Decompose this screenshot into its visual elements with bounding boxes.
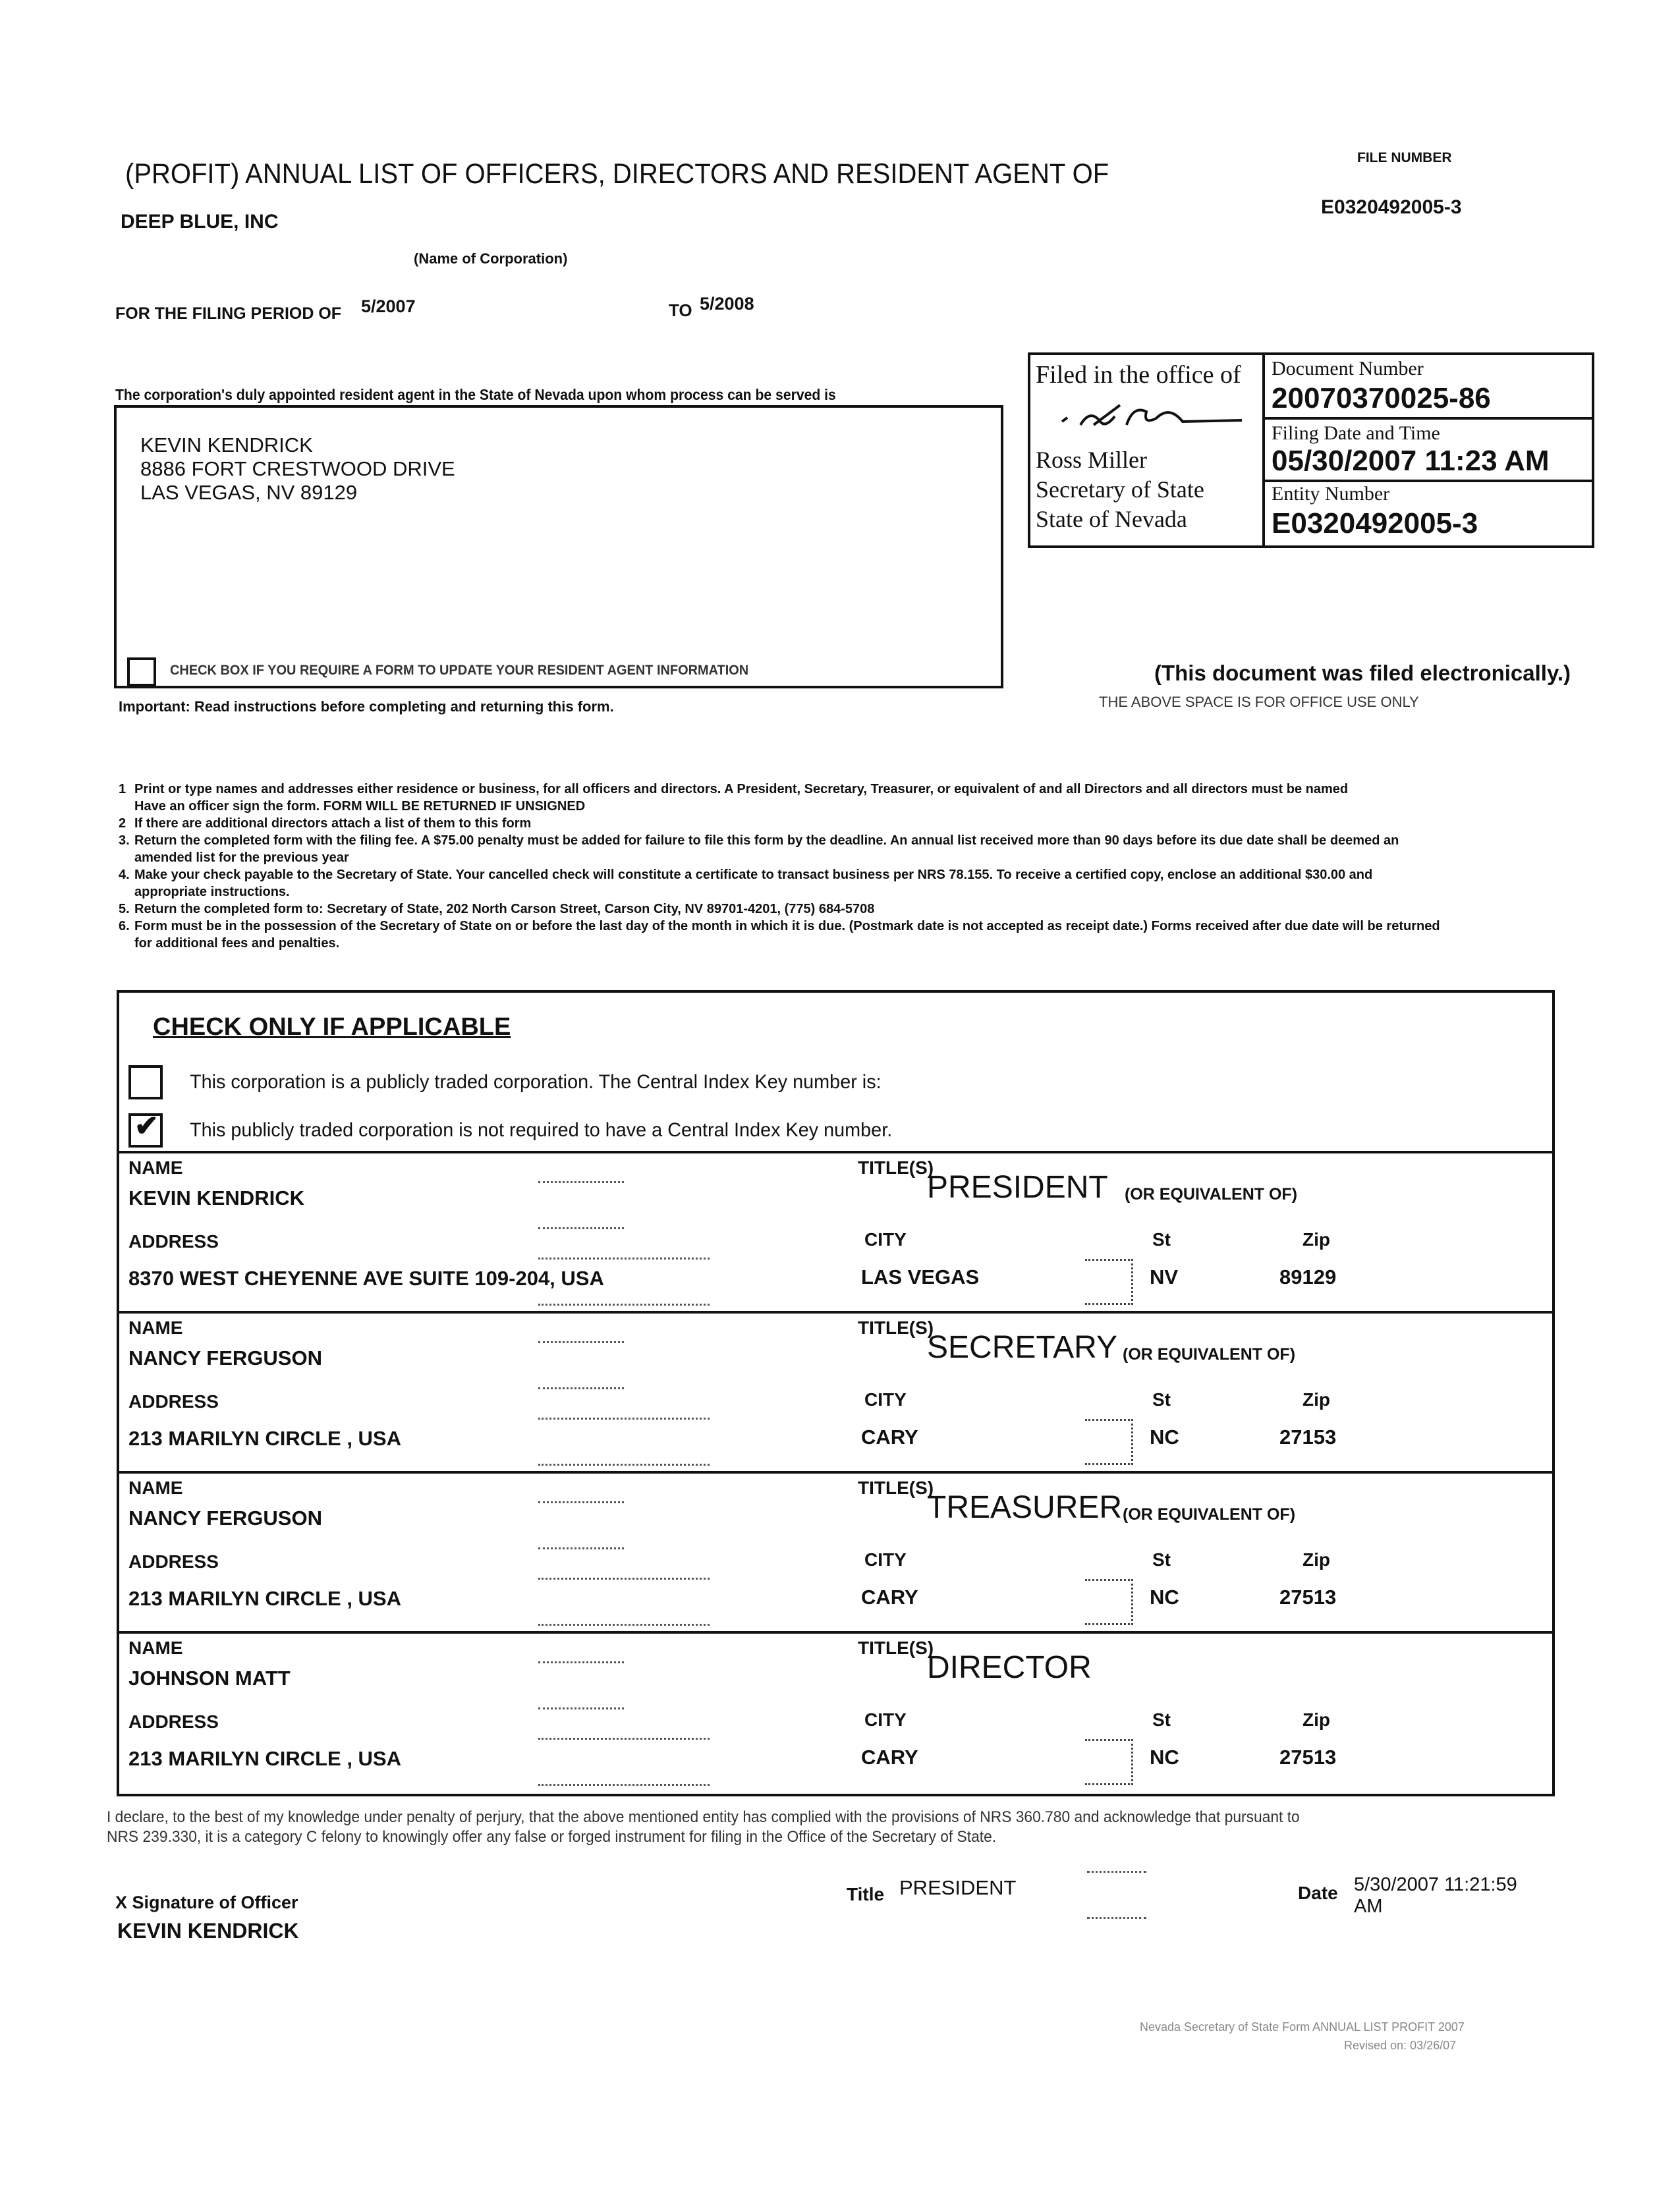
- officer-name: KEVIN KENDRICK: [128, 1186, 304, 1209]
- officer-state-label: St: [1152, 1229, 1171, 1250]
- form-title: (PROFIT) ANNUAL LIST OF OFFICERS, DIRECTORS AND RESIDENT AGENT OF: [125, 158, 1109, 190]
- officer-title: SECRETARY: [927, 1330, 1117, 1365]
- checkmark-icon: ✔: [134, 1110, 159, 1142]
- applicable-heading: CHECK ONLY IF APPLICABLE: [153, 1013, 511, 1041]
- corporation-name-caption: (Name of Corporation): [414, 250, 568, 267]
- state-field-bracket: [1085, 1259, 1133, 1305]
- officer-zip: 89129: [1279, 1265, 1337, 1288]
- officer-name: JOHNSON MATT: [128, 1667, 291, 1690]
- officer-city-label: CITY: [864, 1389, 907, 1410]
- officer-title-equivalent: (OR EQUIVALENT OF): [1123, 1345, 1296, 1364]
- officer-title-label: TITLE(S): [858, 1157, 934, 1178]
- secretary-title: Secretary of State: [1036, 476, 1204, 503]
- officer-zip-label: Zip: [1302, 1709, 1330, 1730]
- agent-intro: The corporation's duly appointed resident agent in the State of Nevada upon whom process can be served is: [115, 386, 836, 403]
- officer-state-label: St: [1152, 1389, 1171, 1410]
- signature-title-dots: [1087, 1917, 1146, 1919]
- officer-title-equivalent: (OR EQUIVALENT OF): [1125, 1185, 1298, 1204]
- signature-label: X Signature of Officer: [115, 1893, 298, 1912]
- filing-date-label: Filing Date and Time: [1272, 422, 1440, 444]
- officer-name-label: NAME: [128, 1478, 183, 1498]
- instruction-item: 3. Return the completed form with the filing fee. A $75.00 penalty must be added for failure to file this form by the deadline. An annual list received more than 90 days before its due date shall be deemed an amended list for the previous year: [119, 833, 1399, 865]
- update-agent-checkbox-label: CHECK BOX IF YOU REQUIRE A FORM TO UPDATE YOUR RESIDENT AGENT INFORMATION: [170, 663, 749, 678]
- field-dots: [538, 1181, 624, 1183]
- officer-state: NC: [1150, 1586, 1179, 1609]
- field-dots: [538, 1661, 624, 1663]
- field-dots: [538, 1304, 710, 1306]
- agent-address-line1: 8886 FORT CRESTWOOD DRIVE: [140, 457, 455, 480]
- officer-name: NANCY FERGUSON: [128, 1507, 322, 1530]
- field-dots: [538, 1738, 710, 1740]
- officer-zip: 27513: [1279, 1586, 1337, 1609]
- officer-row: [117, 1631, 1555, 1796]
- officer-address: 213 MARILYN CIRCLE , USA: [128, 1427, 401, 1450]
- officer-row: [117, 1151, 1555, 1311]
- corporation-name: DEEP BLUE, INC: [121, 211, 279, 233]
- state-field-bracket: [1085, 1419, 1133, 1465]
- officer-state: NC: [1150, 1426, 1179, 1449]
- footer-form-id: Nevada Secretary of State Form ANNUAL LIST PROFIT 2007: [1140, 2020, 1465, 2034]
- state-field-bracket: [1085, 1739, 1133, 1785]
- officer-address: 213 MARILYN CIRCLE , USA: [128, 1747, 401, 1770]
- footer-revised: Revised on: 03/26/07: [1344, 2039, 1457, 2052]
- document-number: 20070370025-86: [1272, 382, 1491, 414]
- field-dots: [538, 1418, 710, 1420]
- file-number-label: FILE NUMBER: [1357, 150, 1452, 165]
- filing-period-label: FOR THE FILING PERIOD OF: [115, 304, 342, 323]
- no-cik-required-checkbox[interactable]: [128, 1110, 163, 1148]
- field-dots: [538, 1501, 624, 1503]
- field-dots: [538, 1258, 710, 1260]
- electronic-filing-note: (This document was filed electronically.): [1154, 661, 1571, 685]
- officer-zip-label: Zip: [1302, 1389, 1330, 1410]
- publicly-traded-checkbox[interactable]: [128, 1065, 163, 1099]
- officer-zip: 27153: [1279, 1426, 1337, 1449]
- entity-number-label: Entity Number: [1272, 483, 1390, 505]
- signature-date-label: Date: [1298, 1883, 1338, 1903]
- field-dots: [538, 1547, 624, 1549]
- agent-address-line2: LAS VEGAS, NV 89129: [140, 481, 358, 504]
- officer-zip: 27513: [1279, 1746, 1337, 1769]
- officer-row: [117, 1471, 1555, 1631]
- filing-period-to-label: TO: [669, 300, 692, 320]
- officer-address-label: ADDRESS: [128, 1231, 219, 1252]
- officer-title-equivalent: (OR EQUIVALENT OF): [1123, 1505, 1296, 1524]
- signature-title-dots: [1087, 1871, 1146, 1873]
- filed-in-office: Filed in the office of: [1036, 361, 1241, 389]
- officer-city: CARY: [861, 1746, 918, 1769]
- officer-address-label: ADDRESS: [128, 1391, 219, 1412]
- officer-state: NV: [1150, 1265, 1179, 1288]
- filing-stamp-rule-1: [1262, 417, 1594, 420]
- field-dots: [538, 1464, 710, 1466]
- officer-city-label: CITY: [864, 1549, 907, 1570]
- officer-name-label: NAME: [128, 1157, 183, 1178]
- instruction-item: 6. Form must be in the possession of the Secretary of State on or before the last day of the month in which it is due. (Postmark date is not accepted as receipt date.) Forms received after due date will be returned for additional fees and penalties.: [119, 919, 1440, 951]
- signature-date: 5/30/2007 11:21:59: [1354, 1874, 1517, 1895]
- secretary-signature-icon: [1054, 399, 1252, 438]
- officer-address-label: ADDRESS: [128, 1551, 219, 1572]
- officer-title-label: TITLE(S): [858, 1317, 934, 1338]
- state-field-bracket: [1085, 1579, 1133, 1625]
- officer-address: 213 MARILYN CIRCLE , USA: [128, 1587, 401, 1610]
- signature-title-label: Title: [847, 1884, 885, 1904]
- important-note: Important: Read instructions before completing and returning this form.: [119, 698, 614, 715]
- officer-title-label: TITLE(S): [858, 1478, 934, 1498]
- instruction-item: 4. Make your check payable to the Secretary of State. Your cancelled check will constitute a certificate to transact business per NRS 78.155. To receive a certified copy, enclose an additional $30.00 and appropriate instructions.: [119, 868, 1373, 899]
- declaration-line2: NRS 239.330, it is a category C felony to knowingly offer any false or forged instrument for filing in the Office of the Secretary of State.: [107, 1828, 997, 1846]
- officer-city: LAS VEGAS: [861, 1265, 980, 1288]
- officer-state-label: St: [1152, 1549, 1171, 1570]
- officer-title: PRESIDENT: [927, 1170, 1108, 1205]
- officer-title: DIRECTOR: [927, 1650, 1092, 1685]
- field-dots: [538, 1707, 624, 1709]
- officer-name-label: NAME: [128, 1317, 183, 1338]
- agent-name: KEVIN KENDRICK: [140, 433, 313, 457]
- filing-stamp-rule-2: [1262, 480, 1594, 482]
- officer-name-label: NAME: [128, 1638, 183, 1658]
- no-cik-required-label: This publicly traded corporation is not required to have a Central Index Key number.: [190, 1119, 893, 1141]
- field-dots: [538, 1227, 624, 1229]
- secretary-name: Ross Miller: [1036, 447, 1148, 473]
- filing-period-to: 5/2008: [700, 294, 754, 314]
- field-dots: [538, 1784, 710, 1786]
- filing-stamp-divider: [1262, 352, 1265, 548]
- officer-zip-label: Zip: [1302, 1229, 1330, 1250]
- filing-date: 05/30/2007 11:23 AM: [1272, 445, 1550, 477]
- office-use-note: THE ABOVE SPACE IS FOR OFFICE USE ONLY: [1099, 694, 1419, 710]
- filing-period-from: 5/2007: [361, 296, 416, 316]
- publicly-traded-label: This corporation is a publicly traded corporation. The Central Index Key number is:: [190, 1071, 882, 1093]
- signature-officer-name: KEVIN KENDRICK: [117, 1919, 299, 1943]
- officer-address: 8370 WEST CHEYENNE AVE SUITE 109-204, USA: [128, 1267, 604, 1290]
- officer-title: TREASURER: [927, 1490, 1123, 1525]
- instruction-item: 2 If there are additional directors attach a list of them to this form: [119, 816, 532, 831]
- file-number: E0320492005-3: [1321, 196, 1462, 218]
- officer-state-label: St: [1152, 1709, 1171, 1730]
- officer-address-label: ADDRESS: [128, 1711, 219, 1732]
- secretary-state: State of Nevada: [1036, 506, 1187, 532]
- entity-number: E0320492005-3: [1272, 507, 1478, 540]
- officer-zip-label: Zip: [1302, 1549, 1330, 1570]
- instruction-item: 5. Return the completed form to: Secretary of State, 202 North Carson Street, Carson City, NV 89701-4201, (775) 684-5708: [119, 902, 875, 916]
- officer-city: CARY: [861, 1586, 918, 1609]
- field-dots: [538, 1387, 624, 1389]
- officer-city-label: CITY: [864, 1229, 907, 1250]
- signature-date-ampm: AM: [1354, 1896, 1383, 1917]
- instructions-list: [119, 781, 1515, 952]
- field-dots: [538, 1341, 624, 1343]
- field-dots: [538, 1578, 710, 1580]
- instruction-item: 1 Print or type names and addresses either residence or business, for all officers and directors. A President, Secretary, Treasurer, or equivalent of and all Directors and all directors must be named Have an officer sign the form. FORM WILL BE RETURNED IF UNSIGNED: [119, 782, 1349, 814]
- document-number-label: Document Number: [1272, 358, 1424, 379]
- officer-title-label: TITLE(S): [858, 1638, 934, 1658]
- declaration-line1: I declare, to the best of my knowledge under penalty of perjury, that the above mentioned entity has complied with the provisions of NRS 360.780 and acknowledge that pursuant to: [107, 1808, 1300, 1826]
- officer-name: NANCY FERGUSON: [128, 1346, 322, 1370]
- update-agent-checkbox[interactable]: [127, 657, 156, 686]
- field-dots: [538, 1624, 710, 1626]
- officer-city: CARY: [861, 1426, 918, 1449]
- officer-city-label: CITY: [864, 1709, 907, 1730]
- officer-row: [117, 1311, 1555, 1471]
- signature-title: PRESIDENT: [899, 1876, 1017, 1899]
- officer-state: NC: [1150, 1746, 1179, 1769]
